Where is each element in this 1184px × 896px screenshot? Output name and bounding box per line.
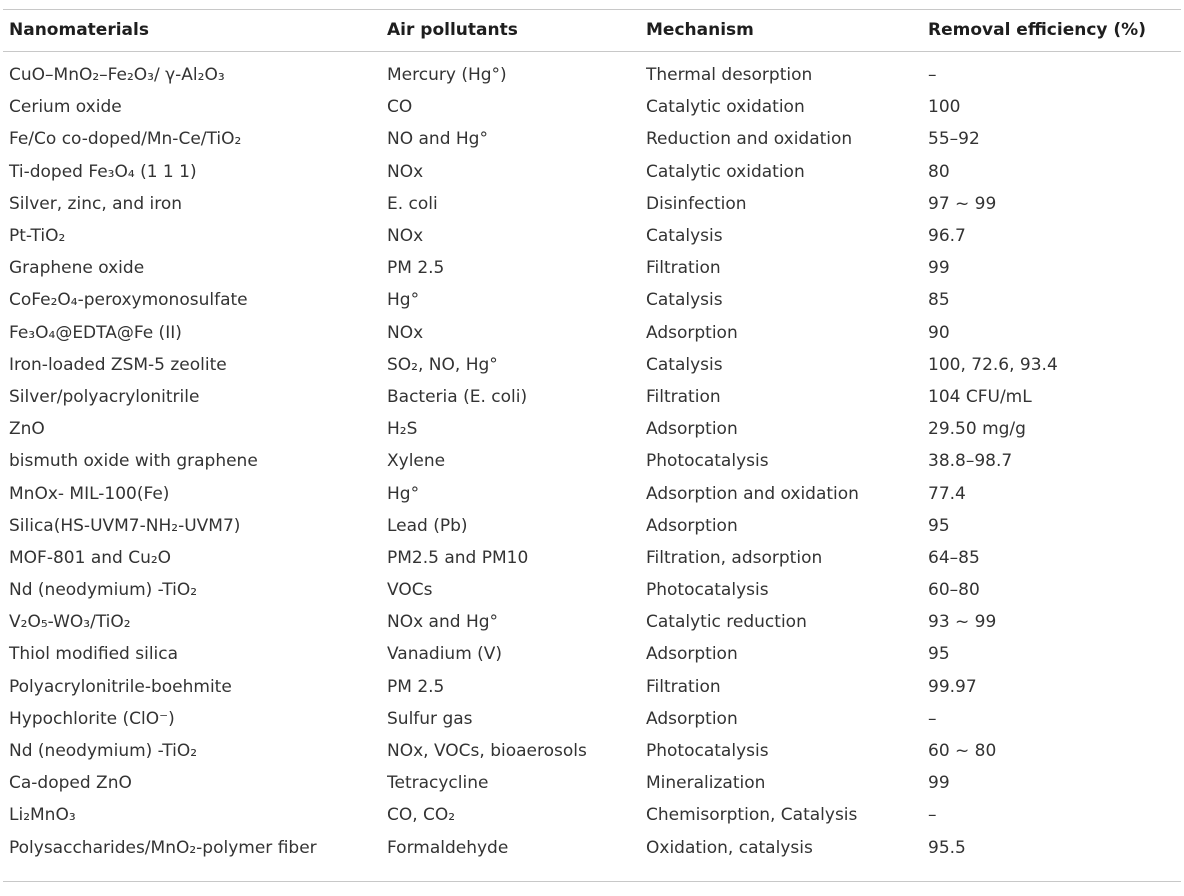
table-row [0,123,1184,155]
cell-air-pollutant: H₂S [387,419,418,440]
cell-nanomaterial: Li₂MnO₃ [9,805,76,826]
table-row [0,156,1184,188]
cell-air-pollutant: CO [387,97,413,118]
cell-removal-efficiency: 60 ~ 80 [928,741,997,762]
cell-air-pollutant: SO₂, NO, Hg° [387,354,498,375]
cell-nanomaterial: Silica(HS-UVM7-NH₂-UVM7) [9,515,241,536]
header-removal-efficiency: Removal efficiency (%) [928,20,1146,40]
cell-mechanism: Filtration [646,676,721,697]
cell-mechanism: Adsorption and oxidation [646,483,859,504]
cell-removal-efficiency: 104 CFU/mL [928,386,1032,407]
cell-nanomaterial: ZnO [9,419,45,440]
table-row [0,767,1184,799]
header-air-pollutants: Air pollutants [387,20,518,40]
cell-removal-efficiency: – [928,65,937,86]
table-top-rule [3,9,1181,10]
table-body [0,48,1184,864]
cell-nanomaterial: Polysaccharides/MnO₂-polymer fiber [9,837,317,858]
header-mechanism: Mechanism [646,20,754,40]
cell-nanomaterial: Fe/Co co-doped/Mn-Ce/TiO₂ [9,129,242,150]
table-row [0,606,1184,638]
cell-mechanism: Adsorption [646,419,738,440]
cell-removal-efficiency: 95.5 [928,837,966,858]
cell-mechanism: Oxidation, catalysis [646,837,813,858]
cell-removal-efficiency: 38.8–98.7 [928,451,1013,472]
cell-nanomaterial: Silver, zinc, and iron [9,193,183,214]
cell-nanomaterial: MnOx- MIL-100(Fe) [9,483,170,504]
cell-mechanism: Catalysis [646,354,723,375]
table-row [0,638,1184,670]
cell-air-pollutant: NOx and Hg° [387,612,499,633]
cell-air-pollutant: PM 2.5 [387,258,445,279]
cell-nanomaterial: bismuth oxide with graphene [9,451,258,472]
cell-removal-efficiency: 64–85 [928,547,980,568]
cell-nanomaterial: CoFe₂O₄-peroxymonosulfate [9,290,248,311]
cell-nanomaterial: Ca-doped ZnO [9,773,132,794]
cell-removal-efficiency: 100, 72.6, 93.4 [928,354,1058,375]
cell-mechanism: Filtration, adsorption [646,547,823,568]
cell-removal-efficiency: 99.97 [928,676,977,697]
cell-mechanism: Filtration [646,386,721,407]
cell-removal-efficiency: 96.7 [928,226,966,247]
cell-mechanism: Reduction and oxidation [646,129,853,150]
table-row [0,542,1184,574]
cell-nanomaterial: Ti-doped Fe₃O₄ (1 1 1) [9,161,197,182]
cell-removal-efficiency: – [928,708,937,729]
cell-air-pollutant: Tetracycline [387,773,489,794]
cell-nanomaterial: MOF-801 and Cu₂O [9,547,172,568]
cell-mechanism: Disinfection [646,193,747,214]
cell-removal-efficiency: 60–80 [928,580,980,601]
cell-mechanism: Filtration [646,258,721,279]
cell-removal-efficiency: 90 [928,322,950,343]
cell-removal-efficiency: 29.50 mg/g [928,419,1026,440]
cell-removal-efficiency: 77.4 [928,483,966,504]
cell-air-pollutant: Bacteria (E. coli) [387,386,528,407]
cell-mechanism: Photocatalysis [646,580,769,601]
cell-nanomaterial: Cerium oxide [9,97,122,118]
nanomaterials-table [0,12,1184,864]
table-row [0,832,1184,864]
header-nanomaterials: Nanomaterials [9,20,149,40]
cell-air-pollutant: NO and Hg° [387,129,488,150]
cell-removal-efficiency: 95 [928,644,950,665]
cell-air-pollutant: Xylene [387,451,446,472]
cell-removal-efficiency: 55–92 [928,129,980,150]
table-row [0,445,1184,477]
cell-removal-efficiency: 99 [928,258,950,279]
table-row [0,799,1184,831]
cell-air-pollutant: Hg° [387,483,420,504]
table-row [0,477,1184,509]
cell-removal-efficiency: 95 [928,515,950,536]
cell-mechanism: Adsorption [646,515,738,536]
cell-removal-efficiency: 99 [928,773,950,794]
cell-nanomaterial: Graphene oxide [9,258,145,279]
table-row [0,220,1184,252]
table-spacer [0,48,1184,59]
table-row [0,349,1184,381]
cell-nanomaterial: Hypochlorite (ClO⁻) [9,708,175,729]
table-row [0,413,1184,445]
table-header-row [0,12,1184,48]
cell-air-pollutant: Lead (Pb) [387,515,468,536]
cell-air-pollutant: NOx [387,322,424,343]
cell-air-pollutant: Vanadium (V) [387,644,503,665]
cell-air-pollutant: NOx, VOCs, bioaerosols [387,741,587,762]
cell-mechanism: Adsorption [646,322,738,343]
cell-air-pollutant: NOx [387,161,424,182]
table-row [0,735,1184,767]
table-row [0,317,1184,349]
cell-removal-efficiency: 97 ~ 99 [928,193,997,214]
cell-removal-efficiency: 100 [928,97,961,118]
cell-air-pollutant: Formaldehyde [387,837,509,858]
table-row [0,574,1184,606]
cell-air-pollutant: Mercury (Hg°) [387,65,507,86]
cell-mechanism: Catalysis [646,226,723,247]
cell-mechanism: Catalytic oxidation [646,97,805,118]
cell-mechanism: Thermal desorption [646,65,813,86]
cell-air-pollutant: PM 2.5 [387,676,445,697]
cell-removal-efficiency: 93 ~ 99 [928,612,997,633]
cell-nanomaterial: Nd (neodymium) -TiO₂ [9,741,198,762]
cell-mechanism: Chemisorption, Catalysis [646,805,858,826]
cell-air-pollutant: VOCs [387,580,433,601]
cell-air-pollutant: PM2.5 and PM10 [387,547,529,568]
table-row [0,381,1184,413]
cell-air-pollutant: NOx [387,226,424,247]
cell-air-pollutant: E. coli [387,193,438,214]
table-row [0,188,1184,220]
cell-nanomaterial: Pt-TiO₂ [9,226,66,247]
cell-mechanism: Mineralization [646,773,766,794]
table-row [0,671,1184,703]
cell-mechanism: Catalysis [646,290,723,311]
table-row [0,252,1184,284]
table-header [0,12,1184,48]
cell-mechanism: Catalytic oxidation [646,161,805,182]
cell-nanomaterial: Silver/polyacrylonitrile [9,386,200,407]
cell-nanomaterial: Thiol modified silica [9,644,179,665]
cell-mechanism: Adsorption [646,644,738,665]
cell-air-pollutant: Sulfur gas [387,708,473,729]
cell-nanomaterial: Nd (neodymium) -TiO₂ [9,580,198,601]
table-row [0,510,1184,542]
table-row [0,59,1184,91]
cell-air-pollutant: CO, CO₂ [387,805,456,826]
cell-nanomaterial: Iron-loaded ZSM-5 zeolite [9,354,227,375]
cell-removal-efficiency: 80 [928,161,950,182]
cell-nanomaterial: Fe₃O₄@EDTA@Fe (II) [9,322,182,343]
cell-nanomaterial: Polyacrylonitrile-boehmite [9,676,232,697]
table-row [0,284,1184,316]
cell-removal-efficiency: 85 [928,290,950,311]
cell-air-pollutant: Hg° [387,290,420,311]
table-bottom-rule [3,881,1181,882]
cell-nanomaterial: CuO–MnO₂–Fe₂O₃/ γ-Al₂O₃ [9,65,225,86]
cell-mechanism: Photocatalysis [646,741,769,762]
cell-removal-efficiency: – [928,805,937,826]
cell-mechanism: Adsorption [646,708,738,729]
cell-mechanism: Photocatalysis [646,451,769,472]
cell-mechanism: Catalytic reduction [646,612,807,633]
table-row [0,91,1184,123]
cell-nanomaterial: V₂O₅-WO₃/TiO₂ [9,612,131,633]
table-row [0,703,1184,735]
